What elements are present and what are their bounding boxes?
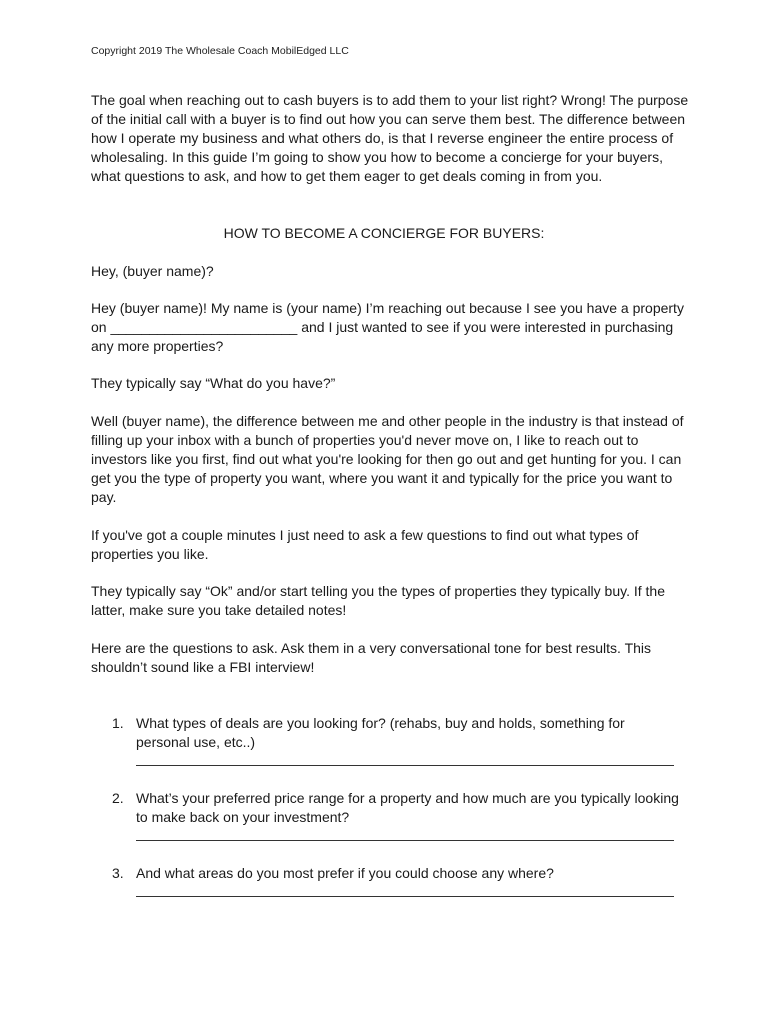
answer-line	[136, 896, 674, 897]
answer-line	[136, 765, 674, 766]
intro-paragraph: The goal when reaching out to cash buyers is to add them to your list right? Wrong! The purpose of the initial call with a buyer is to find out how you can serve them best. The difference between how I operate my business and what others do, is that I reverse engineer the entire process of wholesaling. In this guide I’m going to show you how to become a concierge for your buyers, what questions to ask, and how to get them eager to get deals coming in from you.	[91, 92, 689, 184]
question-text: What types of deals are you looking for? (rehabs, buy and holds, something for personal use, etc..)	[136, 715, 625, 750]
question-text: What’s your preferred price range for a property and how much are you typically looking to make back on your investment?	[136, 790, 679, 825]
script-ask: If you've got a couple minutes I just need to ask a few questions to find out what types of properties you like.	[91, 527, 639, 562]
script-greeting: Hey, (buyer name)?	[91, 263, 214, 279]
answer-line	[136, 840, 674, 841]
question-instructions: Here are the questions to ask. Ask them in a very conversational tone for best results. This shouldn’t sound like a FBI interview!	[91, 640, 652, 675]
section-heading: HOW TO BECOME A CONCIERGE FOR BUYERS:	[223, 225, 545, 241]
buyer-response-1: They typically say “What do you have?”	[91, 375, 336, 391]
question-number: 2.	[112, 790, 124, 806]
script-pitch: Well (buyer name), the difference between me and other people in the industry is that instead of filling up your inbox with a bunch of properties you'd never move on, I like to reach out to investors like you first, find out what you're looking for then go out and get hunting for you. I can get you the type of property you want, where you want it and typically for the price you want to pay.	[91, 413, 684, 505]
question-text: And what areas do you most prefer if you could choose any where?	[136, 865, 554, 881]
question-number: 3.	[112, 865, 124, 881]
question-number: 1.	[112, 715, 124, 731]
buyer-response-2: They typically say “Ok” and/or start telling you the types of properties they typically buy. If the latter, make sure you take detailed notes!	[91, 583, 665, 618]
script-opener: Hey (buyer name)! My name is (your name) I’m reaching out because I see you have a property on ________________________ and I just wanted to see if you were interested in purchasing any more properties?	[91, 300, 684, 354]
copyright-notice: Copyright 2019 The Wholesale Coach MobilEdged LLC	[91, 45, 349, 57]
